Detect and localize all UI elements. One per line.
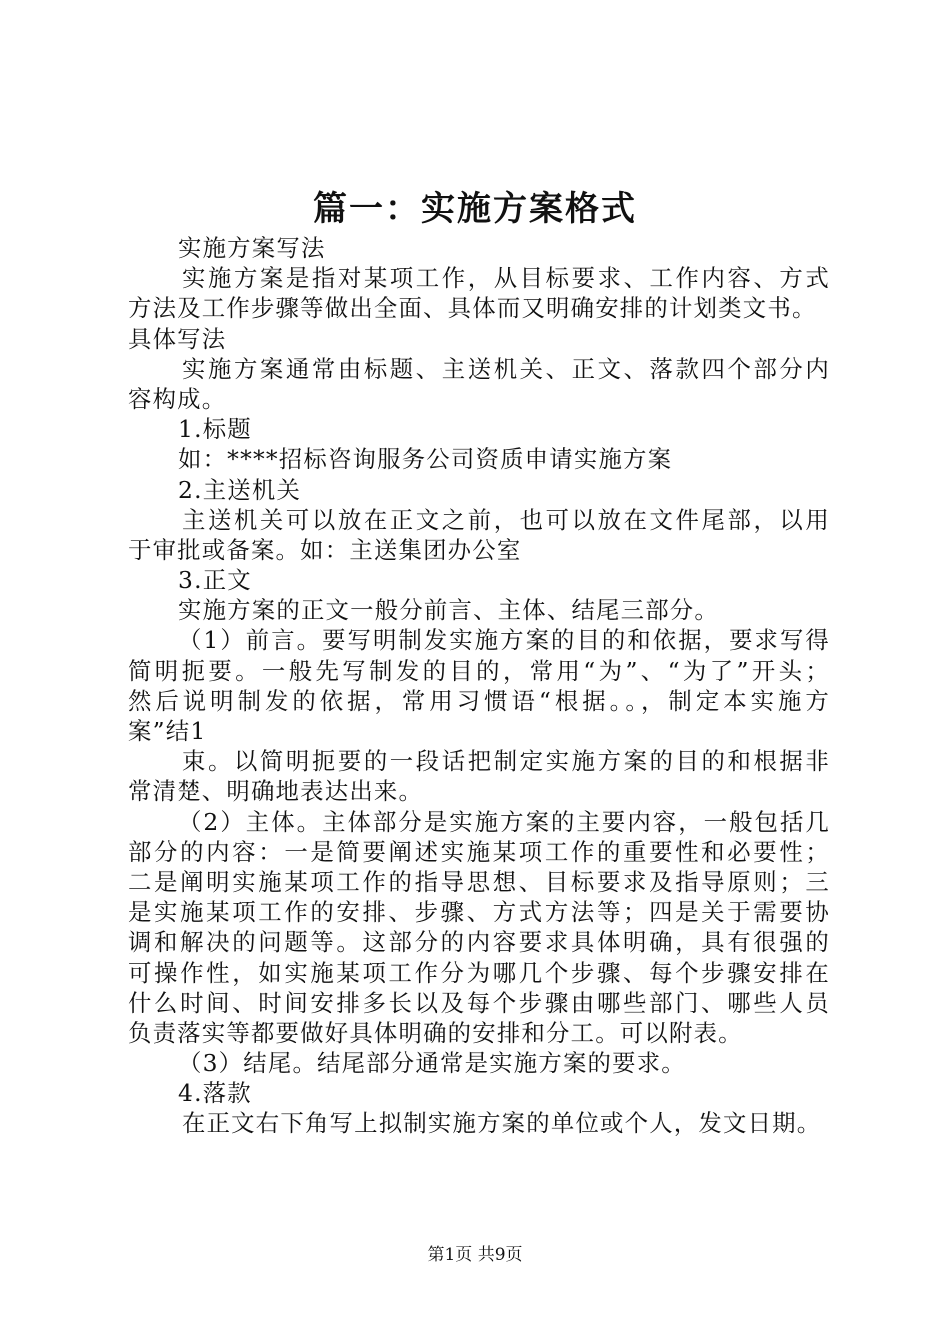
body-text-line: 1.标题 <box>178 415 252 444</box>
body-text-line: 是实施某项工作的安排、步骤、方式方法等；四是关于需要协 <box>128 898 830 927</box>
body-text-line: 具体写法 <box>128 324 227 353</box>
body-text-line: 2.主送机关 <box>178 475 302 504</box>
body-text-line: 于审批或备案。如：主送集团办公室 <box>128 535 522 564</box>
body-text-line: 实施方案的正文一般分前言、主体、结尾三部分。 <box>178 596 719 625</box>
body-text-line: （1）前言。要写明制发实施方案的目的和依据，要求写得 <box>178 626 830 655</box>
body-text-line: 常清楚、明确地表达出来。 <box>128 777 424 806</box>
body-text-line: 二是阐明实施某项工作的指导思想、目标要求及指导原则；三 <box>128 867 830 896</box>
document-title: 篇一：实施方案格式 <box>313 189 637 229</box>
body-text-line: 如：****招标咨询服务公司资质申请实施方案 <box>178 445 673 474</box>
body-text-line: 负责落实等都要做好具体明确的安排和分工。可以附表。 <box>128 1018 743 1047</box>
body-text-line: 3.正文 <box>178 566 252 595</box>
page-footer: 第1页 共9页 <box>427 1245 523 1265</box>
document-body <box>128 233 830 1139</box>
body-text-line: 调和解决的问题等。这部分的内容要求具体明确，具有很强的 <box>128 928 830 957</box>
body-text-line: 在正文右下角写上拟制实施方案的单位或个人，发文日期。 <box>182 1109 822 1138</box>
body-text-line: 主送机关可以放在正文之前，也可以放在文件尾部，以用 <box>182 505 830 534</box>
body-text-line: 实施方案写法 <box>178 234 326 262</box>
body-text-line: 案”结1 <box>128 717 207 745</box>
body-text-line: 实施方案是指对某项工作，从目标要求、工作内容、方式 <box>182 264 830 293</box>
body-text-line: 简明扼要。一般先写制发的目的，常用“为”、“为了”开头； <box>128 656 830 685</box>
body-text-line: （2）主体。主体部分是实施方案的主要内容，一般包括几 <box>178 807 830 836</box>
body-text-line: 然后说明制发的依据，常用习惯语“根据。。，制定本实施方 <box>128 686 830 715</box>
body-text-line: 束。以简明扼要的一段话把制定实施方案的目的和根据非 <box>182 747 830 776</box>
body-text-line: 实施方案通常由标题、主送机关、正文、落款四个部分内 <box>182 354 830 383</box>
body-text-line: （3）结尾。结尾部分通常是实施方案的要求。 <box>178 1049 686 1078</box>
body-text-line: 容构成。 <box>128 384 227 413</box>
body-text-line: 部分的内容：一是简要阐述实施某项工作的重要性和必要性； <box>128 837 830 866</box>
body-text-line: 方法及工作步骤等做出全面、具体而又明确安排的计划类文书。 <box>128 294 817 323</box>
body-text-line: 可操作性，如实施某项工作分为哪几个步骤、每个步骤安排在 <box>128 958 830 987</box>
body-text-line: 什么时间、时间安排多长以及每个步骤由哪些部门、哪些人员 <box>128 988 830 1017</box>
body-text-line: 4.落款 <box>178 1079 252 1108</box>
